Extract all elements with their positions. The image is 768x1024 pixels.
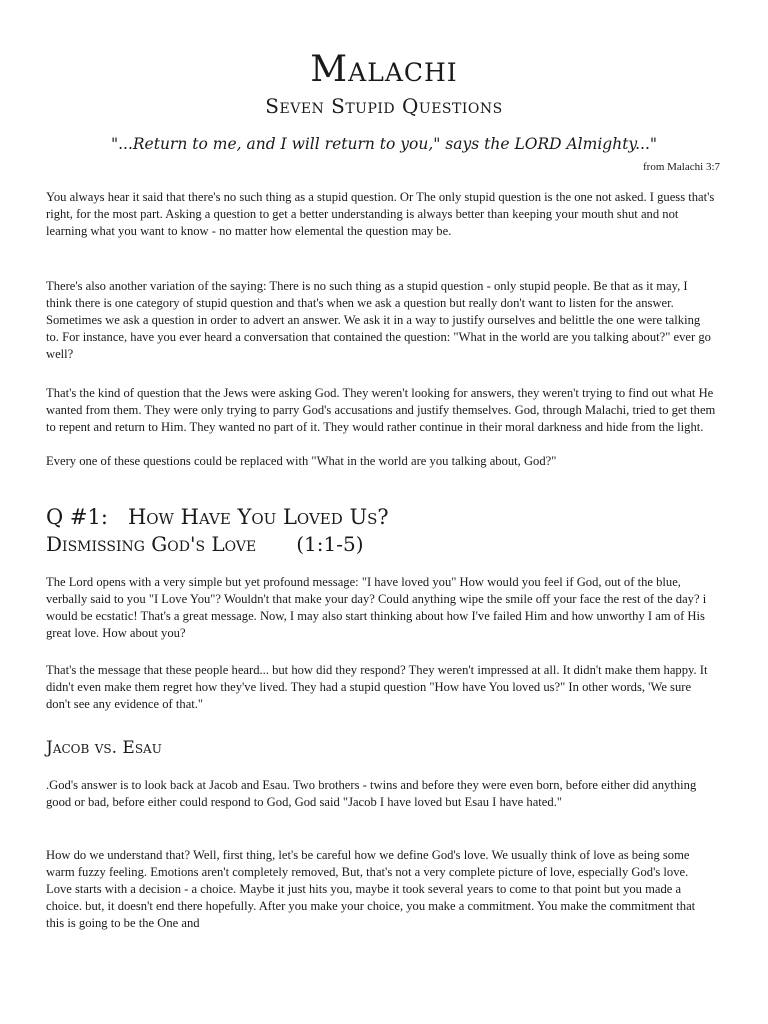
section-jacob-esau-heading: Jacob vs. Esau: [46, 738, 162, 758]
intro-paragraph-4: Every one of these questions could be replaced with "What in the world are you talking about, God?": [46, 454, 557, 468]
intro-paragraph-2: There's also another variation of the saying: There is no such thing as a stupid question - only stupid people. Be that as it may, I think there is one category of stupid question and that's when we ask a question but really don't want to listen for the answer. Sometimes we ask a question in order to advert an answer. We ask it in a way to justify ourselves and belittle the one were talking to. For instance, have you ever heard a conversation that contained the question: "What in the world are you talking about?" ever go well?: [46, 279, 711, 361]
question-1-reference: (1:1-5): [296, 532, 364, 556]
question-1-paragraph-2: That's the message that these people heard... but how did they respond? They weren't impressed at all. It didn't make them happy. It didn't even make them regret how they've lived. They had a stupid question "How have You loved us?" In other words, 'We sure don't see any evidence of that.": [46, 663, 708, 711]
document-title: Malachi: [310, 49, 458, 90]
epigraph-source: from Malachi 3:7: [643, 161, 720, 173]
jacob-esau-paragraph-1: .God's answer is to look back at Jacob and Esau. Two brothers - twins and before they were even born, before either did anything good or bad, before either could respond to God, God said "Jacob I have loved but Esau I have hated.": [46, 778, 697, 809]
intro-paragraph-3: That's the kind of question that the Jews were asking God. They weren't looking for answers, they weren't trying to find out what He wanted from them. They were only trying to parry God's accusations and justify themselves. God, through Malachi, tried to get them to repent and return to Him. They wanted no part of it. They would rather continue in their moral darkness and hide from the light.: [46, 386, 716, 434]
intro-paragraph-1: You always hear it said that there's no such thing as a stupid question. Or The only stupid question is the one not asked. I guess that's right, for the most part. Asking a question to get a better understanding is always better than keeping your mouth shut and not learning what you want to know - no matter how elemental the question may be.: [46, 190, 715, 238]
question-1-heading: Q #1: How Have You Loved Us?: [46, 505, 389, 529]
jacob-esau-paragraph-2: How do we understand that? Well, first thing, let's be careful how we define God's love. We usually think of love as being some warm fuzzy feeling. Emotions aren't completely removed, But, that's not a very complete picture of love, especially God's love. Love starts with a decision - a choice. Maybe it just hits you, maybe it took several years to come to that point but you made a choice. but, it doesn't end there hopefully. After you make your choice, you make a commitment. You make the commitment that this is going to be the One and: [46, 848, 696, 930]
question-1-paragraph-1: The Lord opens with a very simple but yet profound message: "I have loved you" How would you feel if God, out of the blue, verbally said to you "I Love You"? Wouldn't that make your day? Could anything wipe the smile off your face the rest of the day? i would be ecstatic! That's a great message. Now, I may also start thinking about how I've failed Him and how unworthy I am of His great love. How about you?: [46, 575, 707, 640]
question-1-subheading: [46, 534, 364, 554]
question-1-subheading-text: Dismissing God's Love: [46, 532, 257, 556]
epigraph-quote: "...Return to me, and I will return to you," says the LORD Almighty...": [110, 135, 658, 153]
document-subtitle: Seven Stupid Questions: [265, 94, 503, 118]
